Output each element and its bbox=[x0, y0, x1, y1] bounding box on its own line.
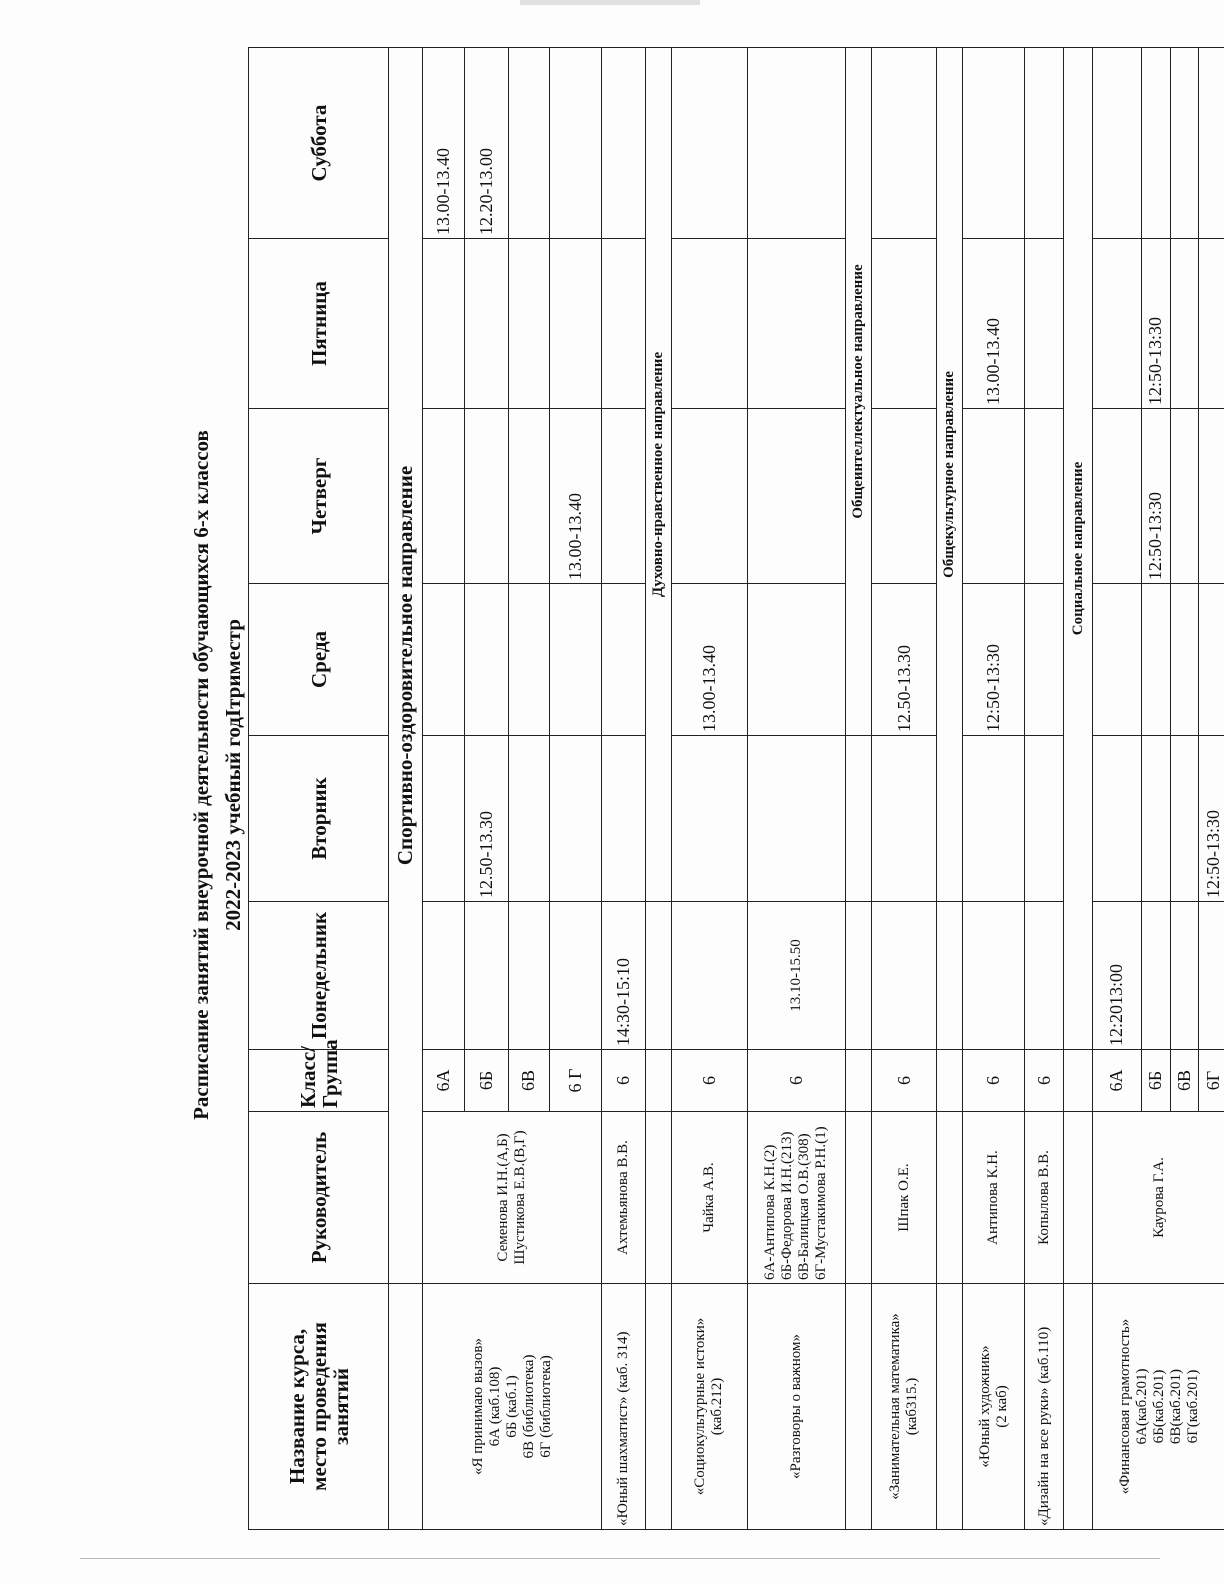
time-cell: 12:50-13:30 bbox=[963, 584, 1025, 736]
header-course: Название курса, место проведения занятий bbox=[249, 1284, 389, 1530]
header-wednesday: Среда bbox=[249, 584, 389, 736]
time-cell: 13.00-13.40 bbox=[963, 239, 1025, 409]
schedule-table bbox=[248, 47, 1224, 1530]
class-cell: 6А bbox=[1092, 1050, 1141, 1112]
time-cell: 12.20-13.00 bbox=[464, 48, 508, 239]
time-cell: 12.50-13.30 bbox=[464, 736, 508, 902]
header-thursday: Четверг bbox=[249, 409, 389, 584]
course-cell: «Финансовая грамотность» 6А(каб.201) 6Б(каб.201) 6В(каб.201) 6Г(каб.201) bbox=[1092, 1284, 1224, 1530]
leader-cell: Антипова К.Н. bbox=[963, 1112, 1025, 1284]
document-subtitle: 2022-2023 учебный годIтриместр bbox=[221, 619, 245, 931]
document-title: Расписание занятий внеурочной деятельности обучающихся 6-х классов bbox=[189, 430, 213, 1120]
time-cell: 12:50-13:30 bbox=[1142, 409, 1171, 584]
section-row-cultural bbox=[937, 48, 963, 1530]
table-row bbox=[422, 48, 464, 1530]
header-monday: Понедельник bbox=[249, 902, 389, 1050]
class-cell: 6 bbox=[602, 1050, 646, 1112]
course-cell: «Социокультурные истоки» (каб.212) bbox=[672, 1284, 747, 1530]
class-cell: 6 bbox=[1025, 1050, 1064, 1112]
section-intellectual: Общеинтеллектуальное направление bbox=[846, 48, 872, 736]
rotated-page bbox=[185, 20, 1224, 1530]
time-cell: 12.50-13.30 bbox=[872, 584, 937, 736]
header-tuesday: Вторник bbox=[249, 736, 389, 902]
time-cell: 13.00-13.40 bbox=[672, 584, 747, 736]
class-cell: 6В bbox=[1170, 1050, 1199, 1112]
section-cultural: Общекультурное направление bbox=[937, 48, 963, 902]
table-row bbox=[672, 48, 747, 1530]
leader-cell: Ахтемьянова В.В. bbox=[602, 1112, 646, 1284]
time-cell: 13.00-13.40 bbox=[422, 48, 464, 239]
section-spiritual: Духовно-нравственное направление bbox=[646, 48, 672, 902]
time-cell: 14:30-15:10 bbox=[602, 902, 646, 1050]
table-row bbox=[963, 48, 1025, 1530]
leader-cell: Шпак О.Е. bbox=[872, 1112, 937, 1284]
class-cell: 6 bbox=[963, 1050, 1025, 1112]
header-friday: Пятница bbox=[249, 239, 389, 409]
page-bottom-line bbox=[80, 1558, 1160, 1559]
header-class: Класс/ Группа bbox=[249, 1050, 389, 1112]
class-cell: 6В bbox=[508, 1050, 550, 1112]
class-cell: 6Б bbox=[1142, 1050, 1171, 1112]
header-saturday: Суббота bbox=[249, 48, 389, 239]
time-cell: 12:50-13:30 bbox=[1142, 239, 1171, 409]
time-cell: 13.10-15.50 bbox=[747, 902, 846, 1050]
course-cell: «Я принимаю вызов» 6А (каб.108) 6Б (каб.1) 6В (библиотека) 6Г (библиотека) bbox=[422, 1284, 601, 1530]
class-cell: 6 bbox=[747, 1050, 846, 1112]
table-row bbox=[1025, 48, 1064, 1530]
class-cell: 6Б bbox=[464, 1050, 508, 1112]
class-cell: 6Г bbox=[1199, 1050, 1224, 1112]
header-row bbox=[249, 48, 389, 1530]
table-row bbox=[1092, 48, 1141, 1530]
section-social: Социальное направление bbox=[1064, 48, 1093, 1050]
time-cell: 12:2013:00 bbox=[1092, 902, 1141, 1050]
course-cell: «Юный шахматист» (каб. 314) bbox=[602, 1284, 646, 1530]
header-leader: Руководитель bbox=[249, 1112, 389, 1284]
class-cell: 6 Г bbox=[550, 1050, 602, 1112]
leader-cell: Каурова Г.А. bbox=[1092, 1112, 1224, 1284]
scan-artifact bbox=[520, 0, 700, 5]
section-row-intellectual bbox=[846, 48, 872, 1530]
section-sport: Спортивно-оздоровительное направление bbox=[389, 48, 423, 1284]
section-row-spiritual bbox=[646, 48, 672, 1530]
table-row bbox=[872, 48, 937, 1530]
course-cell: «Разговоры о важном» bbox=[747, 1284, 846, 1530]
class-cell: 6 bbox=[672, 1050, 747, 1112]
table-row bbox=[747, 48, 846, 1530]
section-row-sport bbox=[389, 48, 423, 1530]
section-row-social bbox=[1064, 48, 1093, 1530]
time-cell: 13.00-13.40 bbox=[550, 409, 602, 584]
time-cell: 12:50-13:30 bbox=[1199, 736, 1224, 902]
course-cell: «Юный художник» (2 каб) bbox=[963, 1284, 1025, 1530]
leader-cell: Чайка А.В. bbox=[672, 1112, 747, 1284]
course-cell: «Занимательная математика» (каб315.) bbox=[872, 1284, 937, 1530]
table-row bbox=[602, 48, 646, 1530]
class-cell: 6 bbox=[872, 1050, 937, 1112]
leader-cell: Копылова В.В. bbox=[1025, 1112, 1064, 1284]
leader-cell: 6А-Антипова К.Н.(2) 6Б-Федорова И.Н.(213) 6В-Балицкая О.В.(308) 6Г-Мустакимова Р.Н.(1) bbox=[747, 1112, 846, 1284]
course-cell: «Дизайн на все руки» (каб.110) bbox=[1025, 1284, 1064, 1530]
leader-cell: Семенова И.Н.(А,Б) Шустикова Е.В.(В,Г) bbox=[422, 1112, 601, 1284]
class-cell: 6А bbox=[422, 1050, 464, 1112]
